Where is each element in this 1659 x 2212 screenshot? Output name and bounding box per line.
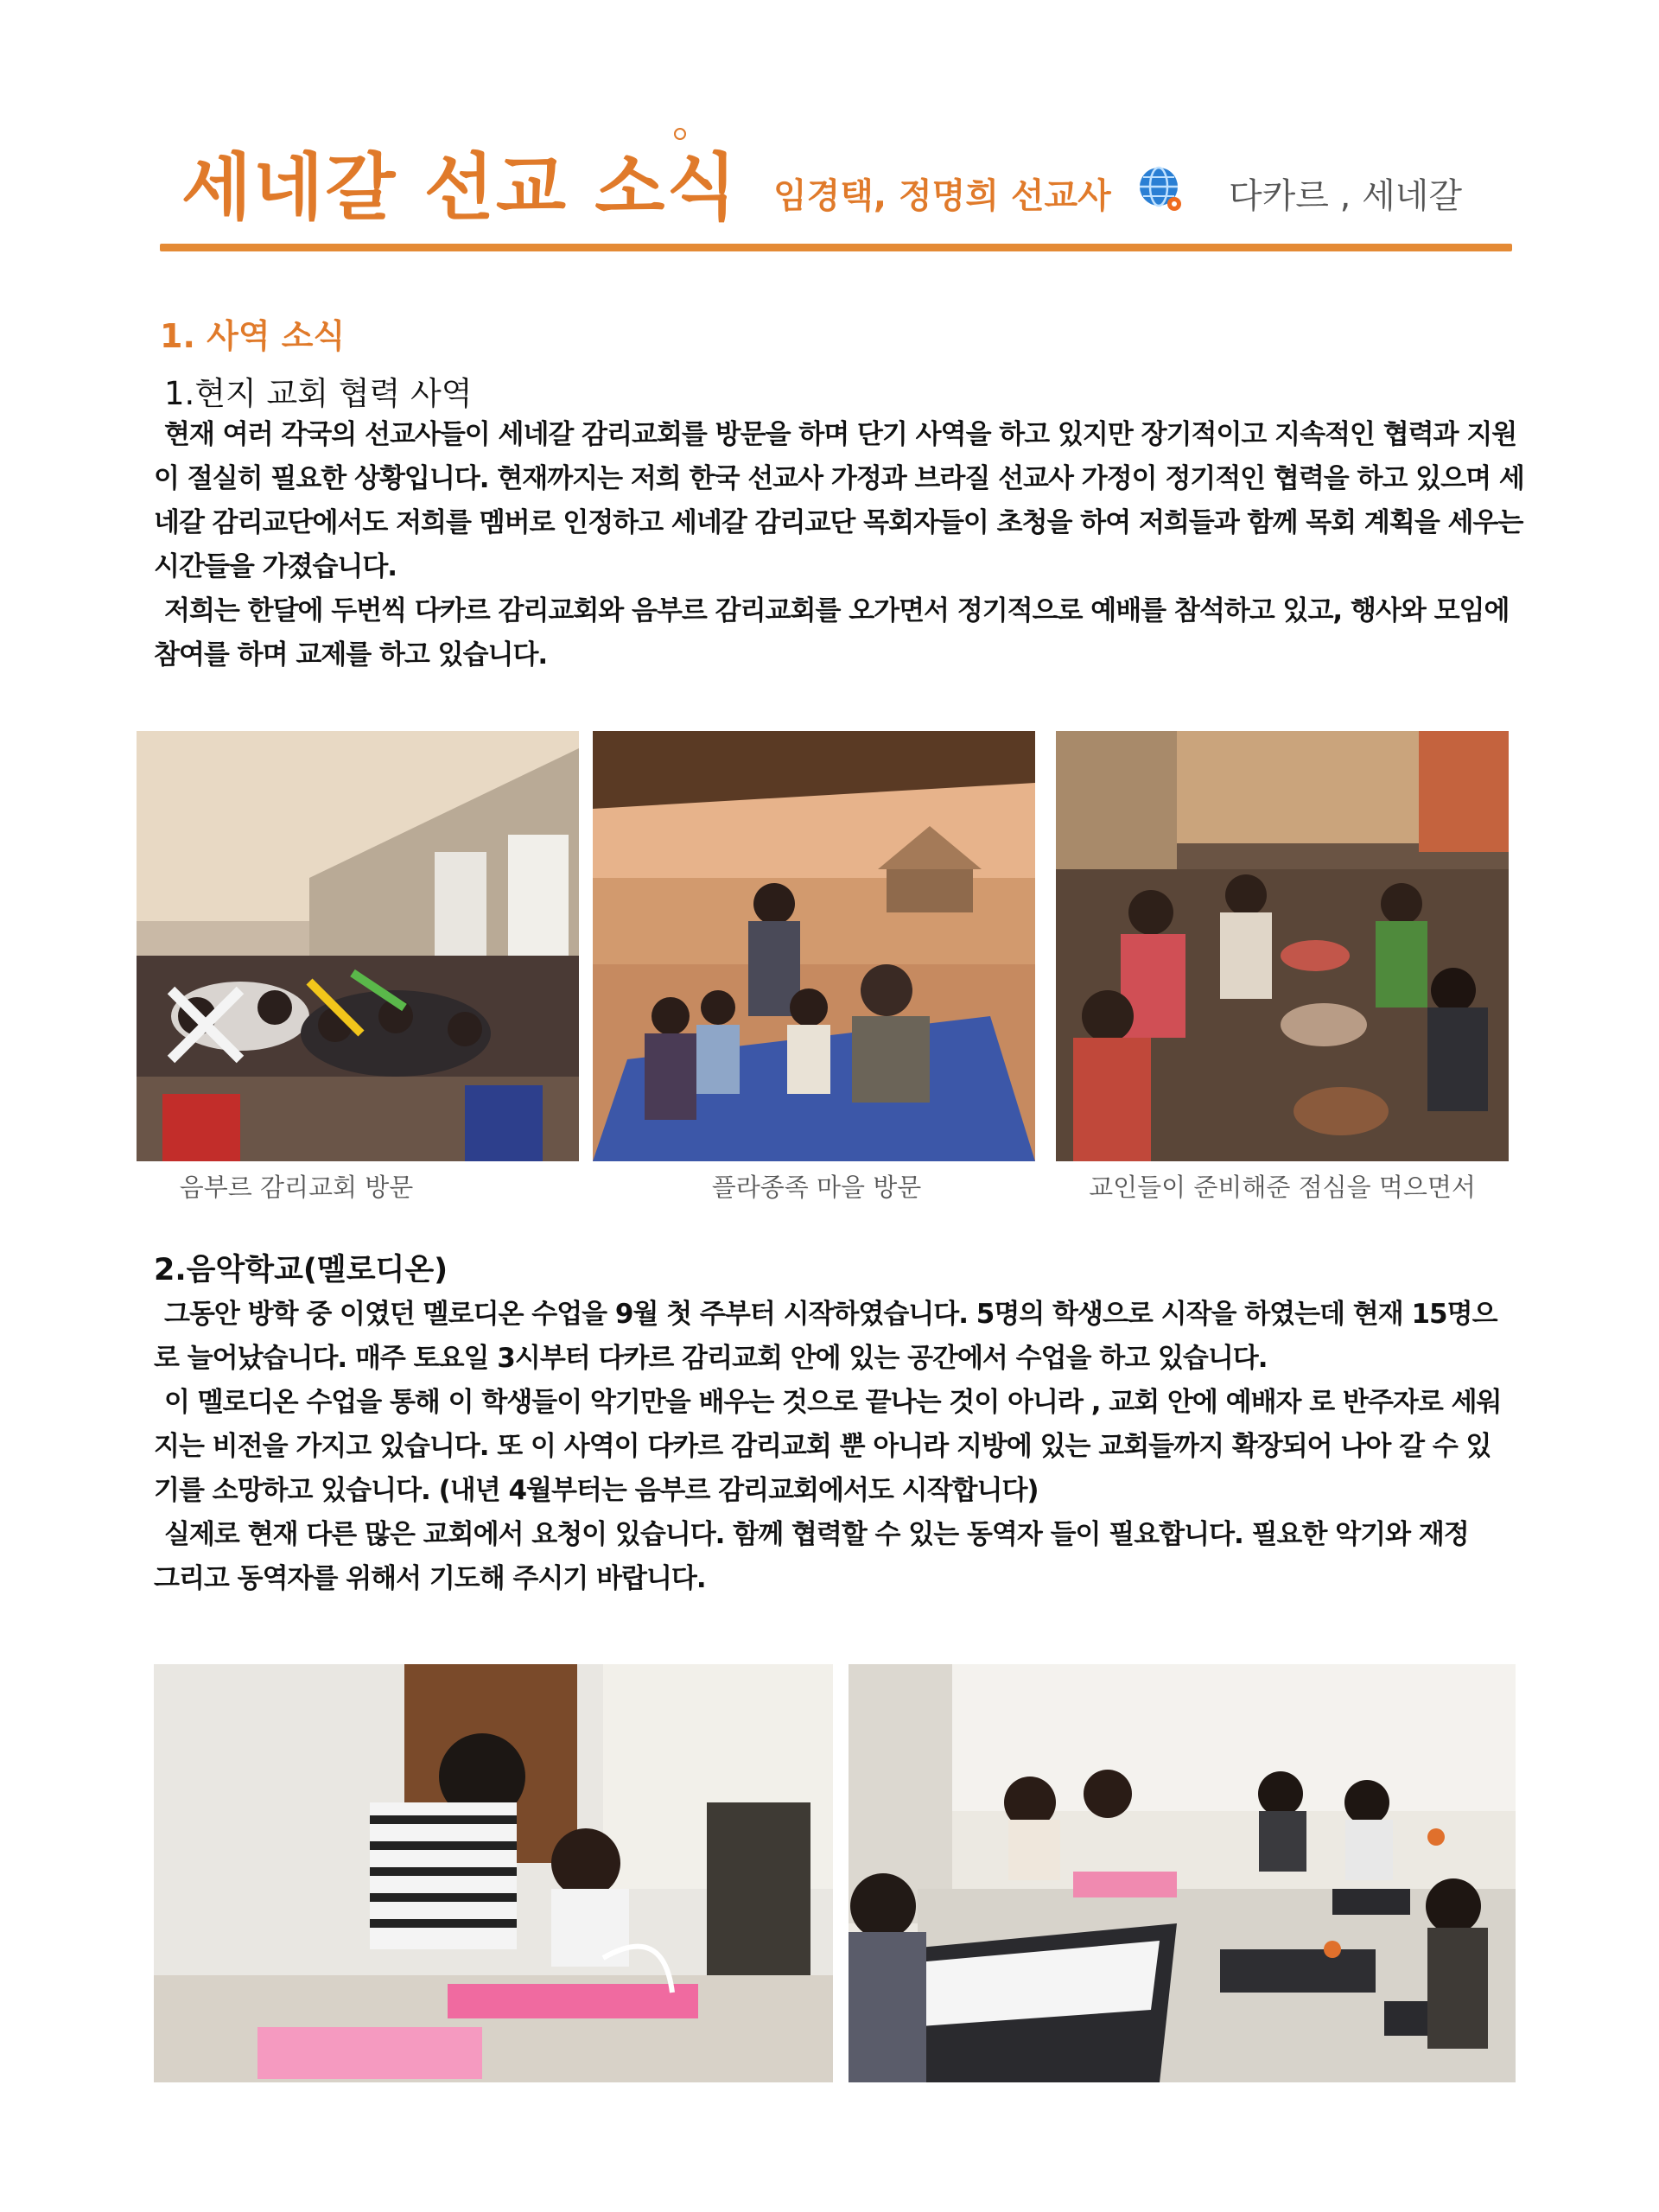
photo-caption: 음부르 감리교회 방문: [179, 1173, 414, 1202]
newsletter-header: [173, 121, 1512, 251]
photo-caption: 플라종족 마을 방문: [711, 1173, 922, 1202]
location-label: 다카르 , 세네갈: [1229, 176, 1462, 216]
photo-lunch-with-members: [1056, 731, 1509, 1161]
degree-mark-icon: [674, 128, 686, 140]
ministry2-paragraph: 그동안 방학 중 이였던 멜로디온 수업을 9월 첫 주부터 시작하였습니다. 5명의 학생으로 시작을 하였는데 현재 15명으로 늘어났습니다. 매주 토요일 3시부터 다카르 감리교회 안에 있는 공간에서 수업을 하고 있습니다.: [154, 1299, 1497, 1374]
photo-caption: 교인들이 준비해준 점심을 먹으면서: [1089, 1173, 1476, 1202]
photo-melodion-class: [849, 1664, 1516, 2082]
ministry2-title: 2.음악학교(멜로디온): [154, 1253, 448, 1287]
ministry2-body: [154, 1293, 1502, 1601]
section-title: 1. 사역 소식: [160, 317, 346, 355]
header-divider: [160, 244, 1512, 251]
ministry1-paragraph: 저희는 한달에 두번씩 다카르 감리교회와 음부르 감리교회를 오가면서 정기적으로 예배를 참석하고 있고, 행사와 모임에 참여를 하며 교제를 하고 있습니다.: [154, 595, 1510, 671]
ministry2-paragraph: 실제로 현재 다른 많은 교회에서 요청이 있습니다. 함께 협력할 수 있는 동역자 들이 필요합니다. 필요한 악기와 재정 그리고 동역자를 위해서 기도해 주시기 바랍니다.: [154, 1519, 1469, 1594]
ministry1-body: [154, 413, 1528, 677]
ministry1-title: 1.현지 교회 협력 사역: [164, 375, 473, 412]
newsletter-title: 세네갈 선교 소식: [181, 145, 739, 230]
missionary-names: 임경택, 정명희 선교사: [773, 176, 1111, 216]
photo-fula-village-visit: [593, 731, 1035, 1161]
ministry1-paragraph: 현재 여러 각국의 선교사들이 세네갈 감리교회를 방문을 하며 단기 사역을 하고 있지만 장기적이고 지속적인 협력과 지원이 절실히 필요한 상황입니다. 현재까지는 저희 한국 선교사 가정과 브라질 선교사 가정이 정기적인 협력을 하고 있으며 세네갈 감리교단에서도 저희를 멤버로 인정하고 세네갈 감리교단 목회자들이 초청을 하여 저희들과 함께 목회 계획을 세우는 시간들을 가졌습니다.: [154, 419, 1524, 582]
ministry2-paragraph: 이 멜로디온 수업을 통해 이 학생들이 악기만을 배우는 것으로 끝나는 것이 아니라 , 교회 안에 예배자 로 반주자로 세워지는 비전을 가지고 있습니다. 또 이 사역이 다카르 감리교회 뿐 아니라 지방에 있는 교회들까지 확장되어 나아 갈 수 있기를 소망하고 있습니다. (내년 4월부터는 음부르 감리교회에서도 시작합니다): [154, 1387, 1502, 1506]
photo-melodion-lesson-teacher: [154, 1664, 833, 2082]
photo-mbour-church-visit: [137, 731, 579, 1161]
globe-icon: [1136, 164, 1185, 213]
